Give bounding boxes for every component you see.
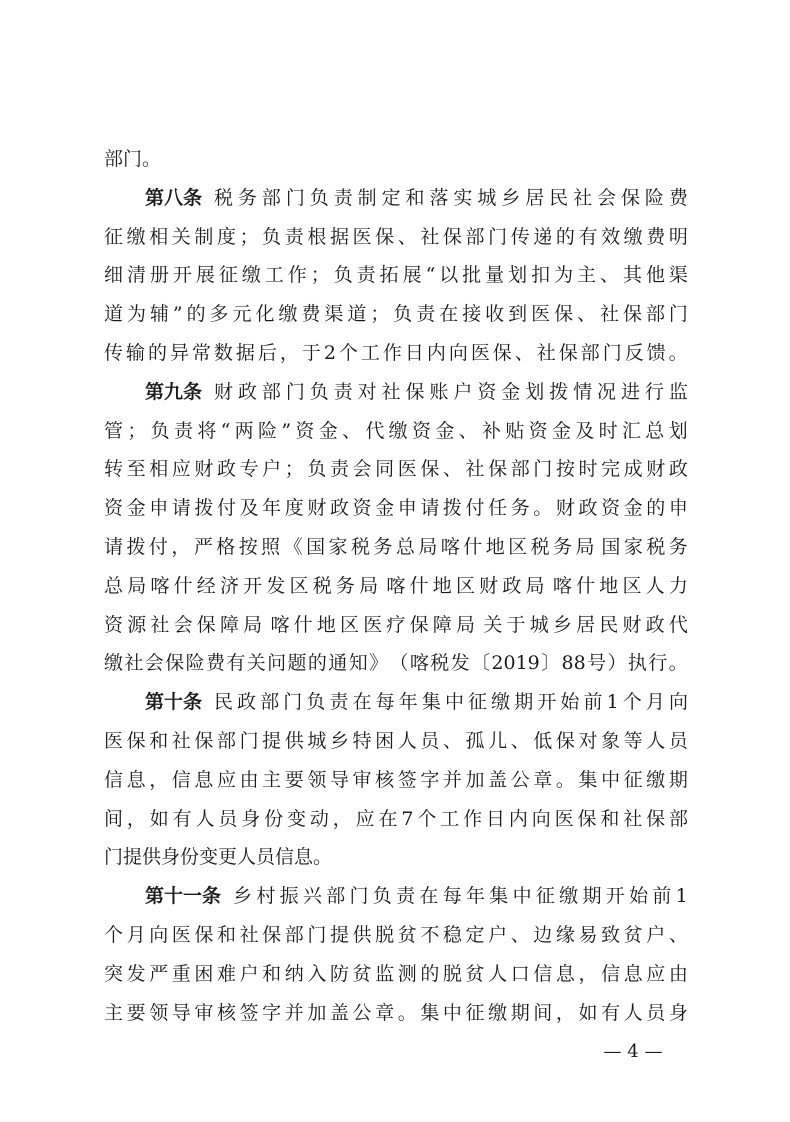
- text-line-content: 请 拨 付 ， 严 格 按 照 《 国 家 税 务 总 局 喀 什 地 区 税 务 局 国 家 税 务: [104, 535, 688, 558]
- text-line: [104, 140, 688, 179]
- text-line-content: 门提供身份变更人员信息。: [104, 846, 333, 869]
- text-line-content: 乡 村 振 兴 部 门 负 责 在 每 年 集 中 征 缴 期 开 始 前 1: [233, 885, 688, 908]
- text-line-content: 资 金 申 请 拨 付 及 年 度 财 政 资 金 申 请 拨 付 任 务 。 财 政 资 金 的 申: [104, 497, 688, 520]
- text-line-content: 传 输 的 异 常 数 据 后 ， 于 2 个 工 作 日 内 向 医 保 、 社 保 部 门 反 馈 。: [104, 341, 688, 364]
- text-line-content: 转 至 相 应 财 政 专 户 ； 负 责 会 同 医 保 、 社 保 部 门 按 时 完 成 财 政: [104, 458, 688, 481]
- text-line: [104, 761, 688, 800]
- article-heading: 第九条: [145, 380, 203, 403]
- text-line-content: 管 ； 负 责 将 “ 两 险 ” 资 金 、 代 缴 资 金 、 补 贴 资 金 及 时 汇 总 划: [104, 419, 688, 442]
- text-line: [104, 218, 688, 257]
- text-line: [104, 644, 688, 683]
- text-line: [104, 722, 688, 761]
- text-line: [104, 606, 688, 645]
- article-10-first-line: [104, 683, 688, 722]
- text-line-content: 主 要 领 导 审 核 签 字 并 加 盖 公 章 。 集 中 征 缴 期 间 ， 如 有 人 员 身: [104, 1001, 688, 1024]
- text-line-content: 税 务 部 门 负 责 制 定 和 落 实 城 乡 居 民 社 会 保 险 费: [214, 186, 688, 209]
- text-line-content: 突 发 严 重 困 难 户 和 纳 入 防 贫 监 测 的 脱 贫 人 口 信 息 ， 信 息 应 由: [104, 962, 688, 985]
- article-heading: 第八条: [145, 186, 203, 209]
- text-line-content: 财 政 部 门 负 责 对 社 保 账 户 资 金 划 拨 情 况 进 行 监: [214, 380, 688, 403]
- article-9-first-line: [104, 373, 688, 412]
- text-line: [104, 916, 688, 955]
- text-line: [104, 955, 688, 994]
- text-line: [104, 295, 688, 334]
- article-8-first-line: [104, 179, 688, 218]
- text-line: [104, 489, 688, 528]
- text-line: [104, 994, 688, 1033]
- article-heading: 第十条: [145, 691, 203, 714]
- body-text: [104, 140, 688, 1032]
- text-line-content: 民 政 部 门 负 责 在 每 年 集 中 征 缴 期 开 始 前 1 个 月 向: [214, 691, 688, 714]
- text-line-content: 信 息 ， 信 息 应 由 主 要 领 导 审 核 签 字 并 加 盖 公 章 。 集 中 征 缴 期: [104, 768, 688, 791]
- text-line: [104, 334, 688, 373]
- text-line-content: 细 清 册 开 展 征 缴 工 作 ； 负 责 拓 展 “ 以 批 量 划 扣 为 主 、 其 他 渠: [104, 264, 688, 287]
- text-line: [104, 838, 688, 877]
- text-line-content: 道 为 辅 ” 的 多 元 化 缴 费 渠 道 ； 负 责 在 接 收 到 医 保 、 社 保 部 门: [104, 303, 688, 326]
- text-line: [104, 528, 688, 567]
- text-line-content: 资 源 社 会 保 障 局 喀 什 地 区 医 疗 保 障 局 关 于 城 乡 居 民 财 政 代: [104, 613, 688, 636]
- text-line-content: 医 保 和 社 保 部 门 提 供 城 乡 特 困 人 员 、 孤 儿 、 低 保 对 象 等 人 员: [104, 729, 688, 752]
- text-line: [104, 567, 688, 606]
- text-line: [104, 800, 688, 839]
- text-line: [104, 450, 688, 489]
- text-line-content: 部门。: [104, 148, 162, 170]
- text-line: [104, 412, 688, 451]
- page-number: — 4 —: [603, 1041, 663, 1062]
- text-line: [104, 256, 688, 295]
- article-heading: 第十一条: [145, 885, 222, 908]
- text-line-content: 间 ， 如 有 人 员 身 份 变 动 ， 应 在 7 个 工 作 日 内 向 医 保 和 社 保 部: [104, 807, 688, 830]
- text-line-content: 总 局 喀 什 经 济 开 发 区 税 务 局 喀 什 地 区 财 政 局 喀 什 地 区 人 力: [104, 574, 688, 597]
- text-line-content: 缴 社 会 保 险 费 有 关 问 题 的 通 知 》 （ 喀 税 发 〔 2019 〕 88 号 ） 执 行 。: [104, 652, 688, 675]
- article-11-first-line: [104, 877, 688, 916]
- text-line-content: 征 缴 相 关 制 度 ； 负 责 根 据 医 保 、 社 保 部 门 传 递 的 有 效 缴 费 明: [104, 225, 688, 248]
- text-line-content: 个 月 向 医 保 和 社 保 部 门 提 供 脱 贫 不 稳 定 户 、 边 缘 易 致 贫 户 、: [104, 923, 688, 946]
